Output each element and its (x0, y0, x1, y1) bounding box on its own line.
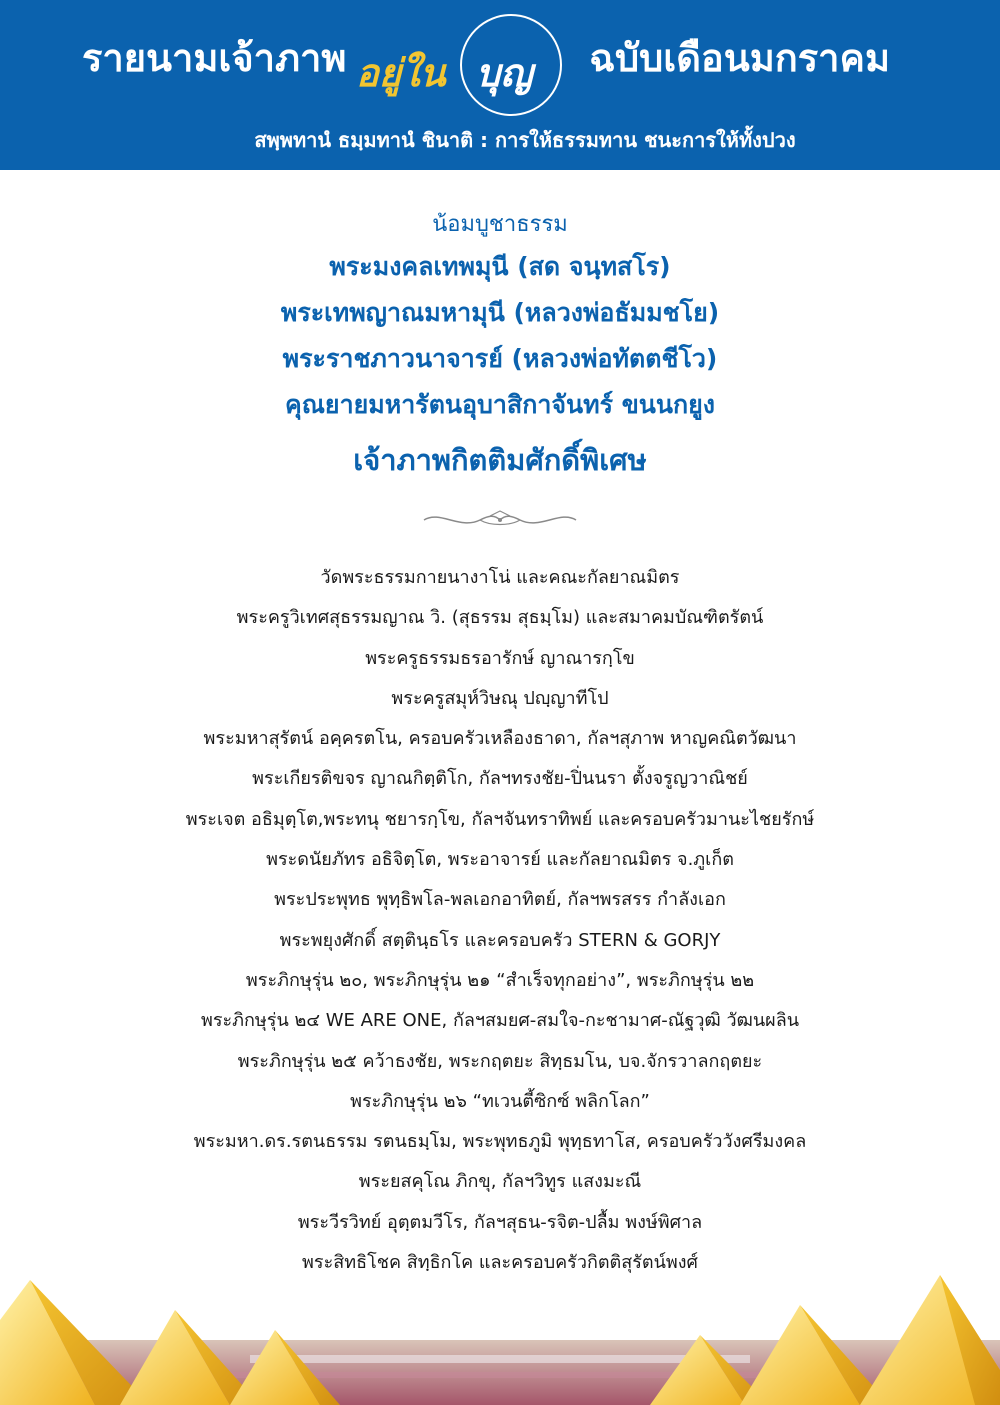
donor-list (0, 558, 1000, 1283)
dedication-name: คุณยายมหารัตนอุบาสิกาจันทร์ ขนนกยูง (285, 390, 715, 419)
dedication-name: พระราชภาวนาจารย์ (หลวงพ่อทัตตชีโว) (282, 344, 718, 373)
donor-line: พระมหาสุรัตน์ อคฺครตโน, ครอบครัวเหลืองธาดา, กัลฯสุภาพ หาญคณิตวัฒนา (203, 728, 797, 750)
donor-line: พระเกียรติขจร ญาณกิตฺติโก, กัลฯทรงชัย-ปิ่นนรา ตั้งจรูญวาณิชย์ (252, 768, 748, 790)
logo-text-1: อยู่ใน (356, 50, 446, 95)
donor-line: พระเจต อธิมุตฺโต,พระทนุ ชยารกฺโข, กัลฯจันทราทิพย์ และครอบครัวมานะไชยรักษ์ (185, 808, 815, 830)
ornament-divider-icon (420, 508, 580, 532)
golden-pagodas-image (0, 1260, 1000, 1405)
dedication-name: พระเทพญาณมหามุนี (หลวงพ่อธัมมชโย) (280, 298, 720, 327)
donor-line: พระครูวิเทศสุธรรมญาณ วิ. (สุธรรม สุธมฺโม) และสมาคมบัณฑิตรัตน์ (236, 607, 764, 629)
donor-line: วัดพระธรรมกายนางาโน่ และคณะกัลยาณมิตร (320, 567, 680, 588)
donor-line: พระสิทธิโชค สิทฺธิกโค และครอบครัวกิตติสุรัตน์พงศ์ (302, 1252, 698, 1274)
header-banner (0, 0, 1000, 170)
donor-line: พระดนัยภัทร อธิจิตฺโต, พระอาจารย์ และกัลยาณมิตร จ.ภูเก็ต (266, 849, 734, 871)
header-title-left: รายนามเจ้าภาพ (82, 36, 347, 80)
donor-line: พระภิกษุรุ่น ๒๕ คว้าธงชัย, พระกฤตยะ สิทฺธมโน, บจ.จักรวาลกฤตยะ (237, 1050, 763, 1072)
donor-line: พระภิกษุรุ่น ๒๐, พระภิกษุรุ่น ๒๑ “สำเร็จทุกอย่าง”, พระภิกษุรุ่น ๒๒ (245, 969, 755, 991)
donor-line: พระมหา.ดร.รตนธรรม รตนธมฺโม, พระพุทธภูมิ พุทฺธทาโส, ครอบครัววังศรีมงคล (193, 1131, 807, 1153)
donor-line: พระยสคุโณ ภิกขุ, กัลฯวิทูร แสงมะณี (358, 1171, 642, 1193)
special-host-title: เจ้าภาพกิตติมศักดิ์พิเศษ (353, 443, 647, 477)
dedication-name: พระมงคลเทพมุนี (สด จนฺทสโร) (329, 252, 671, 281)
logo-text-2: บุญ (476, 50, 533, 95)
donor-line: พระวีรวิทย์ อุตฺตมวีโร, กัลฯสุธน-รจิต-ปลื้ม พงษ์พิศาล (297, 1211, 703, 1233)
donor-line: พระครูสมุห์วิษณุ ปญฺญาทีโป (391, 687, 609, 709)
dedication-block (0, 206, 1000, 488)
header-title-right: ฉบับเดือนมกราคม (589, 36, 890, 80)
donor-line: พระพยุงศักดิ์ สตฺตินฺธโร และครอบครัว STERN & GORJY (279, 929, 721, 951)
header-tagline: สพฺพทานํ ธมฺมทานํ ชินาติ : การให้ธรรมทาน ชนะการให้ทั้งปวง (254, 128, 796, 152)
donor-line: พระประพุทธ พุทฺธิพโล-พลเอกอาทิตย์, กัลฯพรสรร กำลังเอก (274, 889, 726, 911)
donor-line: พระครูธรรมธรอารักษ์ ญาณารกฺโข (365, 647, 635, 669)
donor-line: พระภิกษุรุ่น ๒๖ “ทเวนตี้ซิกซ์ พลิกโลก” (350, 1090, 650, 1112)
donor-line: พระภิกษุรุ่น ๒๔ WE ARE ONE, กัลฯสมยศ-สมใจ-กะชามาศ-ณัฐวุฒิ วัฒนผลิน (200, 1010, 800, 1032)
dedication-intro: น้อมบูชาธรรม (432, 212, 568, 237)
magazine-logo (352, 12, 584, 116)
